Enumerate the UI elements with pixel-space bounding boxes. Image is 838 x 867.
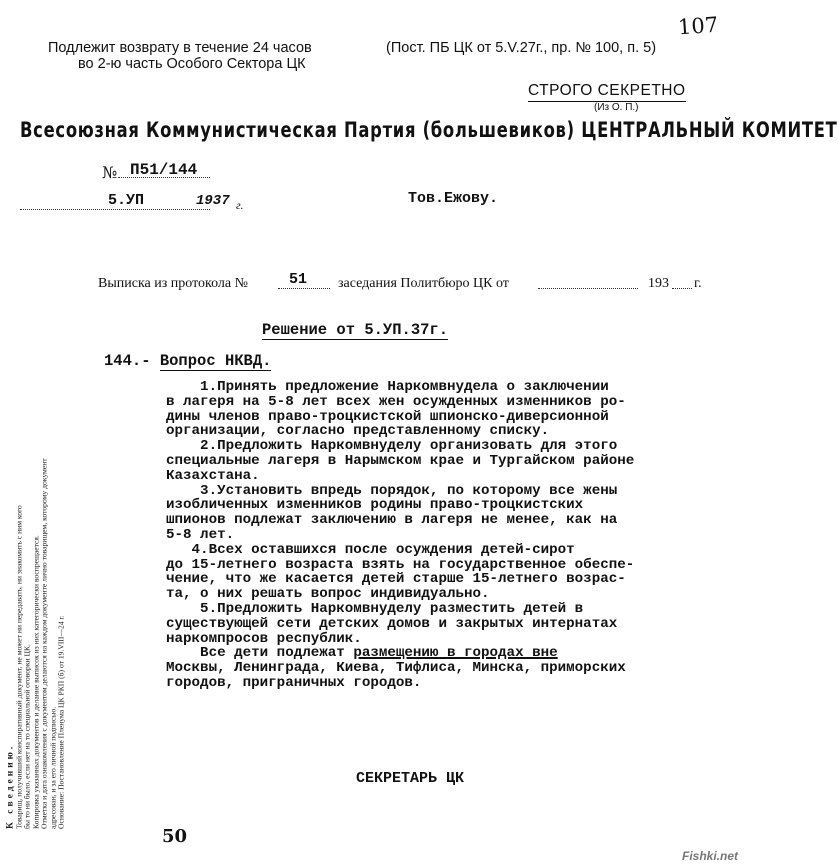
decision-line-prefix: Все дети подлежат [166,645,354,662]
meeting-date-dotted-line [538,288,638,289]
date-dotted-line [20,209,210,210]
side-notice-line: бы то ни было, если нет на то специальной оговорки ЦК. [22,644,32,829]
meeting-year-suffix: г. [694,276,702,291]
agenda-item [104,352,271,370]
item-number: 144.- [104,352,151,370]
side-notice [6,267,66,829]
meeting-year-dotted-line [672,288,692,289]
document-date: 5.УП [108,192,145,209]
decision-line: 5.Предложить Наркомвнуделу разместить детей в [166,600,584,617]
protocol-number: 51 [289,271,308,288]
decision-paragraphs [166,380,634,646]
decision-title: Решение от 5.УП.37г. [262,321,449,339]
document-number: П51/144 [130,161,198,179]
underlined-phrase: размещению в городах вне [353,645,558,662]
side-notice-line: Отметка и дата ознакомления с документом делаются на каждом документе лично товарищем, которому документ [39,458,49,829]
decision-line: та, о них решать вопрос индивидуально. [166,586,490,603]
side-notice-line: Товарищ, получивший конспиративный документ, не может ни передавать, ни знакомить с ним кого [13,505,23,829]
decision-line: наркомпросов республик. [166,630,362,647]
number-label: № [102,163,118,182]
decision-line: Казахстана. [166,467,260,484]
side-notice-text [15,267,66,829]
meeting-label: заседания Политбюро ЦК от [338,276,509,291]
year-suffix: г. [236,198,244,212]
decision-body [166,380,634,691]
page-number: 50 [162,826,188,847]
handwritten-page-number: 107 [677,12,719,40]
decision-line: организации, согласно представленному списку. [166,423,550,440]
return-notice-line-2: во 2-ю часть Особого Сектора ЦК [78,56,306,72]
decision-line: дины членов право-троцкистской шпионско-диверсионной [166,408,609,425]
signature-title: СЕКРЕТАРЬ ЦК [356,770,465,787]
decision-line: специальные лагеря в Нарымском крае и Тургайском районе [166,452,635,469]
decree-reference: (Пост. ПБ ЦК от 5.V.27г., пр. № 100, п. 5) [386,40,657,56]
decision-line: 5-8 лет. [166,526,235,543]
document-year: 1937 [196,193,230,209]
decision-line: 1.Принять предложение Наркомвнудела о заключении [166,379,609,395]
watermark: Fishki.net [681,849,738,863]
decision-line: Москвы, Ленинграда, Киева, Тифлиса, Минска, приморских [166,660,626,677]
decision-line: в лагеря на 5-8 лет всех жен осужденных изменников ро- [166,393,626,410]
classification-stamp: СТРОГО СЕКРЕТНО [528,82,686,102]
protocol-dotted-line [278,288,330,289]
decision-line: городов, приграничных городов. [166,674,422,691]
decision-line: 4.Всех оставшихся после осуждения детей-сирот [166,541,575,558]
decision-line: шпионов подлежат заключению в лагеря не менее, как на [166,512,618,529]
side-notice-line: Основание: Постановление Пленума ЦК РКП (б) от 19.VIII—24 г. [56,615,66,829]
decision-line: чение, что же касается детей старше 15-летнего возрас- [166,571,626,588]
decision-line: 3.Установить впредь порядок, по которому все жены [166,482,618,499]
decision-line: изобличенных изменников родины право-троцкистских [166,497,584,514]
decision-line: до 15-летнего возраста взять на государственное обеспе- [166,556,635,573]
side-notice-title: К сведению. [5,743,16,829]
addressee: Тов.Ежову. [408,190,499,207]
return-notice-line-1: Подлежит возврату в течение 24 часов [48,40,312,56]
side-notice-line: адресован, и за его личной подписью. [47,706,57,829]
party-letterhead: Всесоюзная Коммунистическая Партия (большевиков) ЦЕНТРАЛЬНЫЙ КОМИТЕТ [20,118,838,142]
meeting-year-prefix: 193 [648,276,669,291]
decision-line: существующей сети детских домов и закрытых интернатах [166,615,618,632]
decision-line-underlined [166,646,634,661]
decision-line: 2.Предложить Наркомвнуделу организовать для этого [166,438,618,455]
classification-note: (Из О. П.) [594,102,639,113]
side-notice-line: Копировка указанных документов и делание выписок из них категорически воспрещается. [30,535,40,829]
question-title: Вопрос НКВД. [159,352,272,370]
decision-closing-lines [166,661,634,691]
extract-label: Выписка из протокола № [98,276,248,291]
